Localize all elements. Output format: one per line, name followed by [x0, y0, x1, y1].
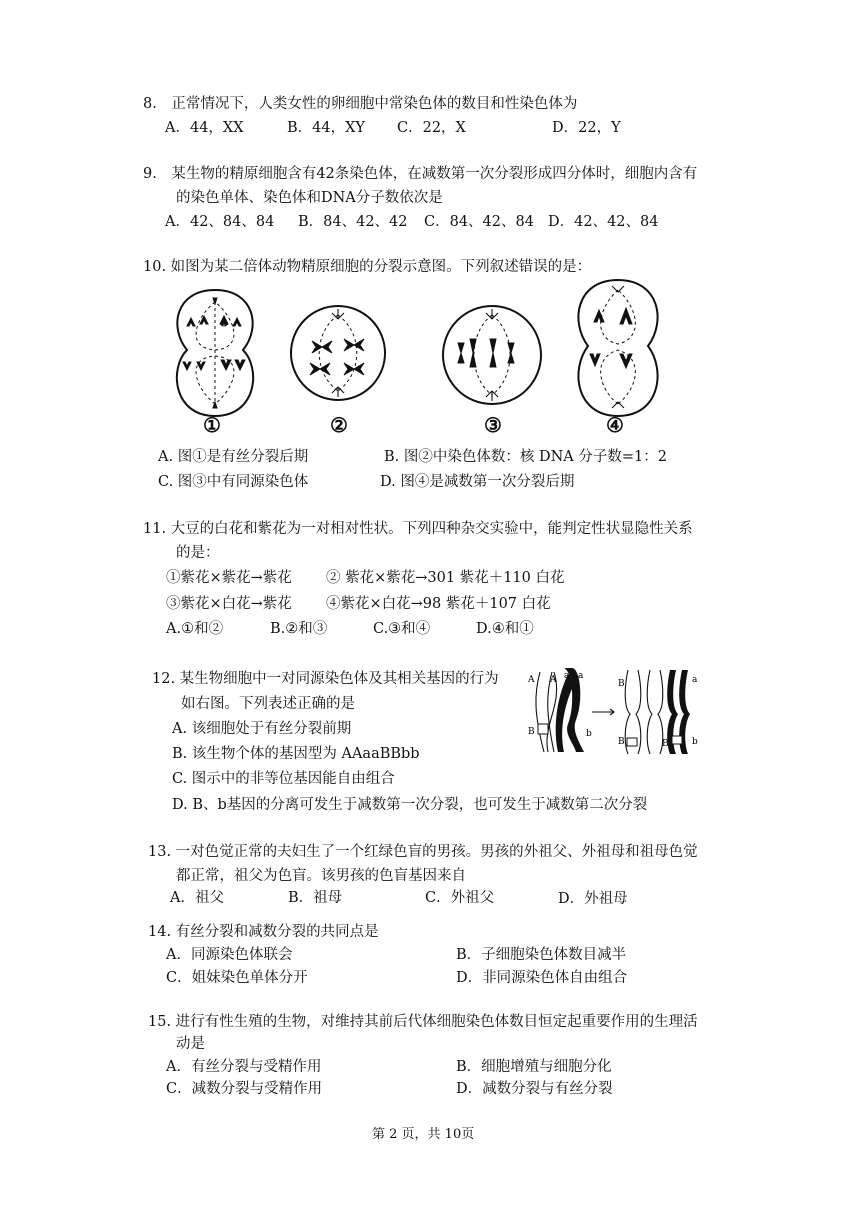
question-14-option-a: A．同源染色体联会	[166, 947, 293, 963]
question-14-option-b: B．子细胞染色体数目减半	[456, 947, 627, 963]
question-10-stem: 10. 如图为某二倍体动物精原细胞的分裂示意图。下列叙述错误的是：	[143, 259, 592, 275]
question-9-option-a: A．42、84、84	[165, 214, 275, 230]
question-11-option-a: A.①和②	[166, 621, 224, 637]
question-11-cross-2: ② 紫花×紫花→301 紫花＋110 白花	[326, 570, 565, 586]
gene-label: a	[564, 671, 570, 681]
question-15-stem-line2: 动是	[176, 1036, 205, 1052]
question-12-option-a: A. 该细胞处于有丝分裂前期	[172, 721, 352, 737]
page-footer: 第 2 页，共 10页	[372, 1127, 475, 1142]
question-12-stem-line1: 12. 某生物细胞中一对同源染色体及其相关基因的行为	[152, 671, 499, 687]
question-12-option-c: C. 图示中的非等位基因能自由组合	[172, 771, 395, 787]
question-11-cross-4: ④紫花×白花→98 紫花＋107 白花	[326, 596, 551, 612]
gene-label: B	[618, 679, 625, 689]
question-13-option-c: C．外祖父	[425, 890, 495, 906]
question-11-option-c: C.③和④	[373, 621, 431, 637]
question-8-option-d: D．22，Y	[552, 120, 621, 136]
question-10-option-c: C. 图③中有同源染色体	[158, 474, 309, 490]
question-8-option-b: B．44，XY	[287, 120, 366, 136]
cell-diagram-3	[440, 303, 544, 407]
question-11-stem-line2: 的是：	[176, 545, 220, 561]
gene-label: B	[618, 737, 625, 747]
question-9-stem-line1: 9. 某生物的精原细胞含有42条染色体，在减数第一次分裂形成四分体时，细胞内含有	[143, 166, 698, 182]
question-8-option-c: C．22，X	[397, 120, 466, 136]
question-11-cross-3: ③紫花×白花→紫花	[166, 596, 292, 612]
question-10-option-a: A. 图①是有丝分裂后期	[158, 449, 309, 465]
question-13-stem-line2: 都正常，祖父为色盲。该男孩的色盲基因来自	[176, 868, 466, 884]
figure-label-2: ②	[330, 413, 348, 437]
cell-diagram-2	[288, 303, 388, 403]
question-13-option-a: A．祖父	[170, 890, 224, 906]
question-12-option-d: D. B、b基因的分离可发生于减数第一次分裂，也可发生于减数第二次分裂	[172, 797, 648, 813]
cell-diagram-4	[568, 278, 668, 418]
question-15-option-c: C．减数分裂与受精作用	[166, 1081, 323, 1097]
figure-label-4: ④	[606, 413, 624, 437]
question-9-option-c: C．84、42、84	[424, 214, 534, 230]
question-14-option-d: D．非同源染色体自由组合	[456, 970, 628, 986]
question-13-option-d: D．外祖母	[558, 891, 628, 907]
question-9-option-d: D．42、42、84	[548, 214, 659, 230]
question-12-option-b: B. 该生物个体的基因型为 AAaaBBbb	[172, 746, 420, 762]
question-10-option-d: D. 图④是减数第一次分裂后期	[380, 474, 575, 490]
gene-label: b	[586, 729, 592, 739]
cell-diagram-1	[165, 288, 265, 418]
question-15-stem-line1: 15. 进行有性生殖的生物，对维持其前后代体细胞染色体数目恒定起重要作用的生理活	[148, 1014, 698, 1030]
gene-label: a	[692, 675, 698, 685]
question-15-option-b: B．细胞增殖与细胞分化	[456, 1059, 612, 1075]
question-10-option-b: B. 图②中染色体数：核 DNA 分子数=1：2	[384, 449, 667, 465]
gene-label: b	[692, 737, 698, 747]
gene-label: A	[528, 675, 535, 685]
question-11-option-d: D.④和①	[476, 621, 534, 637]
gene-label: A	[550, 675, 557, 685]
question-9-stem-line2: 的染色单体、染色体和DNA分子数依次是	[176, 190, 443, 206]
question-13-stem-line1: 13. 一对色觉正常的夫妇生了一个红绿色盲的男孩。男孩的外祖父、外祖母和祖母色觉	[148, 844, 698, 860]
question-15-option-a: A．有丝分裂与受精作用	[166, 1059, 322, 1075]
question-8-option-a: A．44，XX	[165, 120, 244, 136]
figure-label-1: ①	[203, 413, 221, 437]
gene-label: a	[578, 671, 584, 681]
question-14-stem: 14. 有丝分裂和减数分裂的共同点是	[148, 924, 379, 940]
question-11-option-b: B.②和③	[270, 621, 328, 637]
question-12-stem-line2: 如右图。下列表述正确的是	[181, 696, 355, 712]
question-14-option-c: C．姐妹染色单体分开	[166, 970, 308, 986]
gene-label: B	[528, 727, 535, 737]
question-15-option-d: D．减数分裂与有丝分裂	[456, 1081, 613, 1097]
figure-label-3: ③	[484, 413, 502, 437]
question-11-stem-line1: 11. 大豆的白花和紫花为一对相对性状。下列四种杂交实验中，能判定性状显隐性关系	[143, 521, 693, 537]
gene-label: B	[662, 739, 669, 749]
question-9-option-b: B．84、42、42	[298, 214, 408, 230]
homologous-chromosome-diagram	[524, 664, 714, 759]
question-8-stem: 8. 正常情况下，人类女性的卵细胞中常染色体的数目和性染色体为	[143, 96, 578, 112]
question-13-option-b: B．祖母	[288, 890, 343, 906]
question-11-cross-1: ①紫花×紫花→紫花	[166, 570, 292, 586]
